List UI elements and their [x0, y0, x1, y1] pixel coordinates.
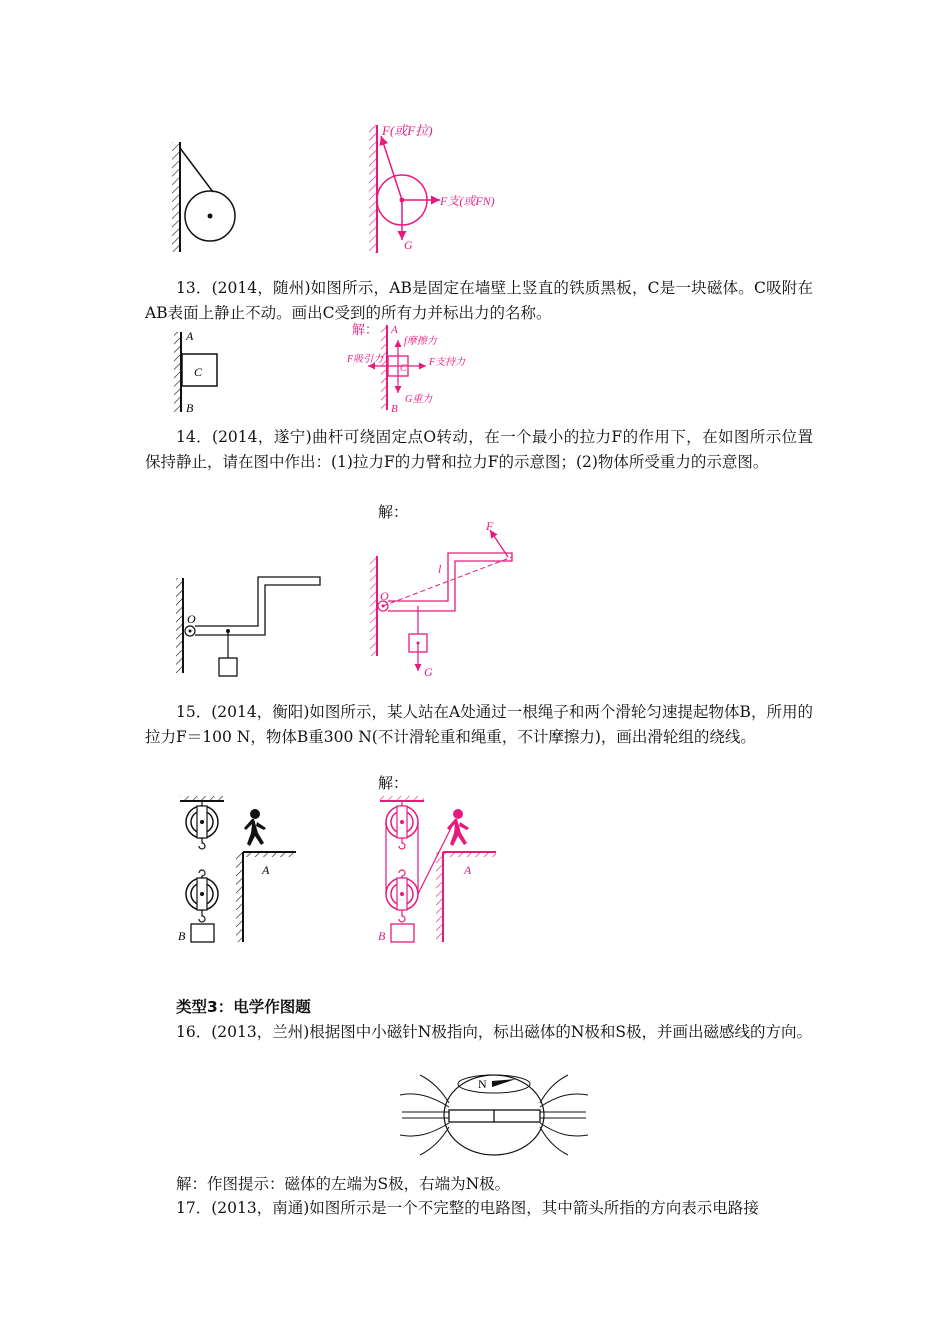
- q17-text: 17．(2013，南通)如图所示是一个不完整的电路图，其中箭头所指的方向表示电路接: [176, 1199, 759, 1217]
- gravity-force-label: G重力: [405, 394, 433, 405]
- needle-north-label: N: [478, 1077, 487, 1091]
- friction-label: f摩擦力: [404, 336, 437, 347]
- pivot-label: O: [187, 612, 196, 626]
- weight-label: G: [424, 665, 433, 679]
- q13-solution-label: 解：: [352, 322, 379, 337]
- stand-label: A: [262, 863, 270, 877]
- pivot-answer-label: O: [380, 589, 389, 603]
- lever-arm-label: l: [438, 562, 442, 576]
- magnet-label: C: [194, 365, 203, 379]
- q14-solution-label: 解：: [378, 505, 409, 521]
- pull-force-label: F(或F拉): [382, 123, 433, 138]
- svg-text:B: B: [391, 403, 398, 415]
- q14-text: 14．(2014，遂宁)曲杆可绕固定点O转动，在一个最小的拉力F的作用下，在如图所示位置保持静止，请在图中作出：(1)拉力F的力臂和拉力F的示意图；(2)物体所受重力的示意图。: [145, 428, 813, 471]
- svg-text:A: A: [391, 324, 398, 336]
- gravity-label: G: [404, 238, 413, 252]
- q16-answer: 解：作图提示：磁体的左端为S极，右端为N极。: [176, 1175, 511, 1193]
- board-bottom-label: B: [186, 401, 194, 415]
- board-top-label: A: [186, 329, 194, 343]
- q16-text: 16．(2013，兰州)根据图中小磁针N极指向，标出磁体的N极和S极，并画出磁感线的方向。: [176, 1023, 813, 1041]
- force-label: F: [486, 519, 494, 533]
- support-force-label: F支(或FN): [440, 194, 495, 208]
- section-heading: 类型3：电学作图题: [176, 998, 311, 1016]
- q13-text: 13．(2014，随州)如图所示，AB是固定在墙壁上竖直的铁质黑板，C是一块磁体。C吸附在AB表面上静止不动。画出C受到的所有力并标出力的名称。: [145, 279, 813, 322]
- object-answer-label: B: [378, 929, 386, 943]
- stand-answer-label: A: [464, 863, 472, 877]
- support-label: F支持力: [429, 357, 466, 368]
- q15-solution-label: 解：: [378, 776, 409, 792]
- q15-text: 15．(2014，衡阳)如图所示，某人站在A处通过一根绳子和两个滑轮匀速提起物体B，所用的拉力F＝100 N，物体B重300 N(不计滑轮重和绳重，不计摩擦力)，画出滑轮组的绕线。: [145, 703, 813, 746]
- object-label: B: [178, 929, 186, 943]
- svg-text:C: C: [400, 363, 407, 374]
- attract-label: F吸引力: [347, 354, 384, 365]
